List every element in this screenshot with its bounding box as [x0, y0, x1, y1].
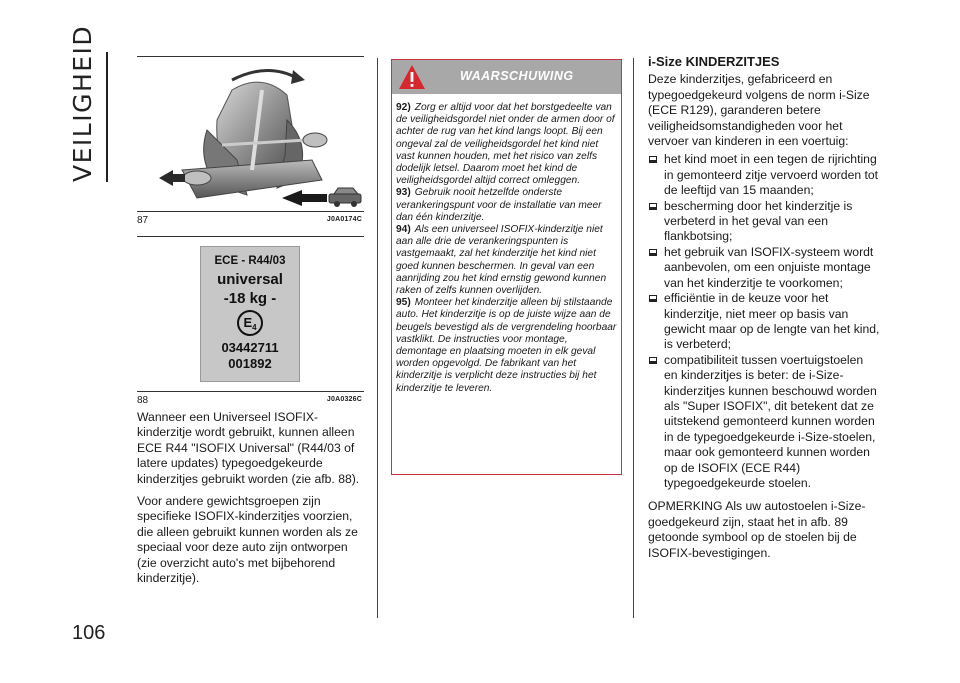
figure-88-top-rule	[137, 236, 364, 237]
col1-paragraph-2: Voor andere gewichtsgroepen zijn specifieke ISOFIX-kinderzitjes voorzien, die alleen gebruikt kunnen worden als ze speciaal voor deze auto zijn ontworpen (zie overzicht auto's met bijbehorend kinderzitje).	[137, 494, 358, 586]
e-mark-icon	[237, 310, 263, 336]
isize-heading: i-Size KINDERZITJES	[648, 54, 780, 69]
bullet-icon	[649, 295, 657, 302]
bullet-icon	[649, 203, 657, 210]
section-title-rule	[106, 52, 108, 182]
list-item-text: bescherming door het kinderzitje is verbeterd in het geval van een flankbotsing;	[664, 198, 853, 244]
warning-item-text: Gebruik nooit hetzelfde onderste verankeringspunt voor de installatie van meer dan één kinderzitje.	[396, 187, 602, 223]
bullet-icon	[649, 249, 657, 256]
page-number: 106	[72, 622, 106, 644]
column-divider-2	[633, 58, 634, 618]
section-title	[68, 24, 108, 182]
e-mark-number: 4	[252, 323, 257, 332]
figure-88-number: 88	[137, 395, 149, 406]
warning-triangle-icon	[398, 64, 426, 90]
list-item-text: compatibiliteit tussen voertuigstoelen en kinderzitjes is beter: de i-Size-kinderzitjes kunnen beschouwd worden als "Super ISOFIX", dit betekent dat ze uitstekend gemonteerd kunnen worden in de typegoedgekeurde i-Size-stoelen, maar ook gemonteerd kunnen worden op de ISOFIX (ECE R44) typegoedgekeurde stoelen.	[664, 352, 877, 490]
warning-item	[396, 224, 618, 297]
ece-label-line4: 03442711	[221, 340, 279, 355]
child-seat-illustration	[137, 60, 364, 210]
list-item	[648, 199, 880, 245]
figure-87-top-rule	[137, 56, 364, 57]
list-item	[648, 245, 880, 291]
figure-88-code: J0A0326C	[326, 396, 362, 403]
col1-paragraph-1: Wanneer een Universeel ISOFIX-kinderzitje wordt gebruikt, kunnen alleen ECE R44 "ISOFIX Universal" (R44/03 of latere updates) typegoedgekeurde kinderzitjes gebruikt worden (zie afb. 88).	[137, 410, 360, 486]
list-item	[648, 291, 880, 353]
list-item-text: het kind moet in een tegen de rijrichting in gemonteerd zitje vervoerd worden tot de leeftijd van 15 maanden;	[664, 152, 879, 198]
warning-header	[392, 60, 621, 94]
figure-88-bottom-rule	[137, 391, 364, 392]
warning-item	[396, 297, 618, 395]
col3	[648, 54, 880, 568]
warning-item-number: 92)	[396, 102, 411, 113]
warning-item	[396, 187, 618, 224]
bullet-icon	[649, 156, 657, 163]
ece-label-line1: ECE - R44/03	[214, 255, 286, 267]
warning-title: WAARSCHUWING	[460, 69, 574, 83]
bullet-icon	[649, 357, 657, 364]
warning-body	[396, 102, 618, 395]
warning-item-text: Zorg er altijd voor dat het borstgedeelte van de veiligheidsgordel niet onder de armen door of achter de rug van het kind langs loopt. Bij een ongeval zal de veiligheidsgordel het kind niet vast kunnen houden, met het risico van zelfs dodelijk letsel. Daarom moet het kind de veiligheidsgordel altijd correct omleggen.	[396, 102, 615, 187]
warning-box	[391, 59, 622, 475]
column-divider-1	[377, 58, 378, 618]
list-item	[648, 353, 880, 492]
warning-item-text: Als een universeel ISOFIX-kinderzitje niet aan alle drie de verankeringspunten is vastgemaakt, zal het kinderzitje het kind niet goed kunnen beschermen. In geval van een aanrijding zou het kind ernstig gewond kunnen raken of zelfs kunnen overlijden.	[396, 224, 607, 297]
figure-88	[137, 236, 364, 406]
figure-87-number: 87	[137, 215, 149, 226]
warning-item-number: 95)	[396, 297, 411, 309]
ece-label-line3: -18 kg -	[223, 290, 277, 307]
isize-note: OPMERKING Als uw autostoelen i-Size-goedgekeurd zijn, staat het in afb. 89 getoonde symbool op de stoelen bij de ISOFIX-bevestigingen.	[648, 499, 866, 560]
e-mark-letter: E	[243, 315, 253, 330]
list-item	[648, 152, 880, 198]
col1-body	[137, 410, 369, 593]
warning-item-text: Monteer het kinderzitje alleen bij stilstaande auto. Het kinderzitje is op de juiste wijze aan de beugels bevestigd als de vergrendeling hoorbaar vastklikt. De instructies voor montage, demontage en plaatsing moeten in elk geval worden opgevolgd. De fabrikant van het kinderzitje is verplicht deze instructies bij het kinderzitje te leveren.	[396, 297, 617, 394]
isize-intro: Deze kinderzitjes, gefabriceerd en typegoedgekeurd volgens de norm i-Size (ECE R129), garanderen betere veiligheidsomstandigheden voor het vervoer van kinderen in een voertuig:	[648, 72, 870, 149]
ece-label-line2: universal	[217, 271, 283, 288]
figure-87-bottom-rule	[137, 211, 364, 212]
ece-label-plate	[200, 246, 300, 382]
isize-bullet-list	[648, 152, 880, 491]
list-item-text: het gebruik van ISOFIX-systeem wordt aanbevolen, om een onjuiste montage van het kinderzitje te voorkomen;	[664, 244, 874, 290]
warning-item-number: 94)	[396, 224, 411, 236]
warning-item-number: 93)	[396, 187, 411, 199]
warning-item	[396, 102, 618, 187]
figure-87	[137, 56, 364, 231]
list-item-text: efficiëntie in de keuze voor het kinderzitje, niet meer op basis van gewicht maar op de lengte van het kind, is verbeterd;	[664, 291, 880, 352]
figure-87-code: J0A0174C	[326, 216, 362, 223]
ece-label-line5: 001892	[228, 356, 272, 371]
section-title-text: VEILIGHEID	[68, 24, 97, 182]
